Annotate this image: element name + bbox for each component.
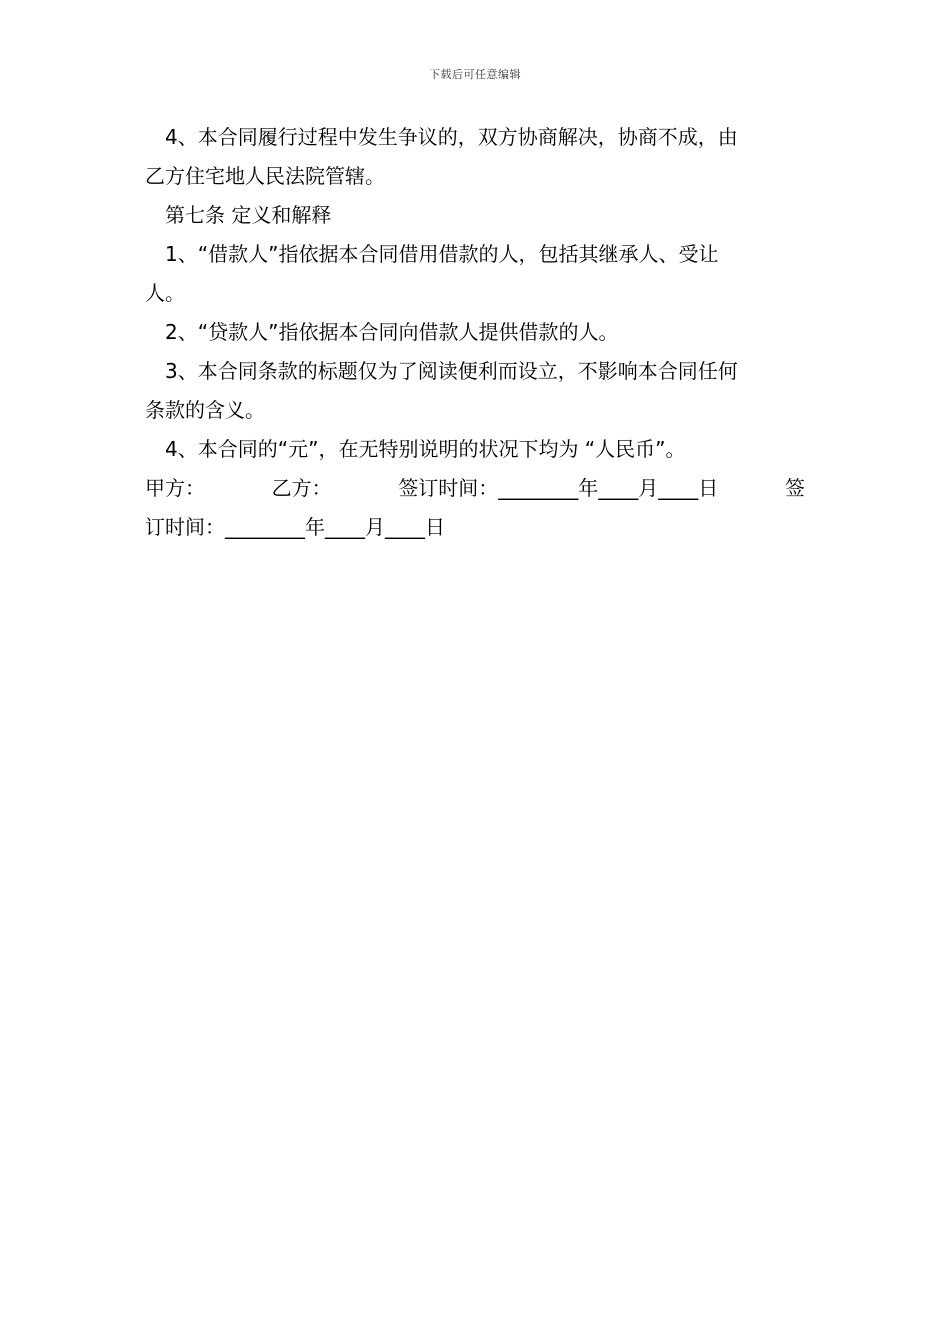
- signature-row: [145, 469, 805, 508]
- sign-date-b-start: 签: [784, 476, 805, 500]
- party-a-label: 甲方：: [145, 476, 205, 500]
- clause-6-4-line1: 4、本合同履行过程中发生争议的，双方协商解决，协商不成，由: [165, 125, 738, 149]
- page-header: 下载后可任意编辑: [429, 68, 521, 81]
- clause-7-1-line2: 人。: [145, 281, 185, 305]
- clause-7-3-line2: 条款的含义。: [145, 398, 265, 422]
- clause-7-4: 4、本合同的“元”，在无特别说明的状况下均为 “人民币”。: [165, 437, 686, 461]
- clause-7-3-line1: 3、本合同条款的标题仅为了阅读便利而设立，不影响本合同任何: [165, 359, 738, 383]
- clause-6-4-line2: 乙方住宅地人民法院管辖。: [145, 164, 385, 188]
- clause-7-2: 2、“贷款人”指依据本合同向借款人提供借款的人。: [165, 320, 619, 344]
- document-body: [145, 118, 805, 547]
- sign-date-a: 签订时间：________年____月____日: [398, 476, 719, 500]
- clause-7-1-line1: 1、“借款人”指依据本合同借用借款的人，包括其继承人、受让: [165, 242, 719, 266]
- sign-date-b: 订时间：________年____月____日: [145, 515, 445, 539]
- party-b-label: 乙方：: [271, 476, 332, 500]
- article-7-title: 第七条 定义和解释: [165, 203, 332, 227]
